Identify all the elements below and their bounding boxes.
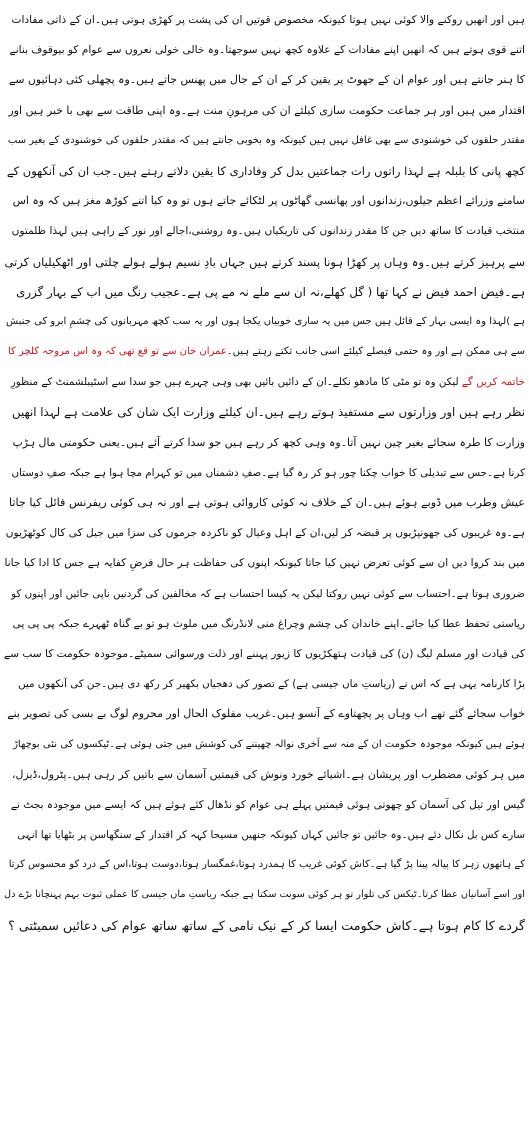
text-line — [4, 65, 525, 95]
line-text: اقتدار میں ہیں اور ہر جماعت حکومت سازی کیلئے ان کی مرہونِ منت ہے۔وہ اپنی طاقت سے بھی با خبر ہیں اور — [8, 103, 525, 117]
text-line — [4, 428, 525, 458]
line-text: سارے کس بل نکال دئے ہیں۔وہ جائیں تو جائیں کہاں کیونکہ جنھیں مسیحا کہہ کر اقتدار کے سنگھاسن پر بٹھایا تھا انہی — [17, 829, 525, 842]
line-text: سے پرہیز کرتے ہیں۔وہ وہاں پر کھڑا ہونا پسند کرتے ہیں جہاں بادِ نسیم ہولے ہولے چلتی اور اٹھکیلیاں کرتی — [4, 254, 525, 269]
text-line — [4, 156, 525, 186]
line-text: کا ہنر جانتے ہیں اور عوام ان کے جھوٹ پر یقین کر کے ان کے جال میں پھنس جاتے ہیں۔وہ پچھلی کئی دہائیوں سے — [8, 73, 525, 87]
text-line — [4, 820, 525, 850]
line-text: میں بند کروا دیں ان سے کوئی تعرض نہیں کیا جاتا کیونکہ اپنوں کی حفاظت ہر حال فرضِ کفایہ ہے جس کا ادا کیا جانا — [4, 557, 525, 570]
line-text: اور اسے آسانیاں عطا کرتا۔ٹیکس کی تلوار تو ہر کوئی سونت سکتا ہے جبکہ ریاستِ ماں جیسی کا عملی ثبوت بہم پہنچانا بڑے دل — [4, 889, 525, 901]
text-line — [4, 790, 525, 820]
text-line — [4, 699, 525, 729]
text-line — [4, 669, 525, 699]
line-text: وزارت کا طرہ سجائے بغیر چین نہیں آتا۔وہ وہی کچھ کر رہے ہیں جو سدا کرتے آئے ہیں۔یعنی حکومتی مال ہڑپ — [12, 435, 525, 449]
line-text: عیش وطرب میں ڈوبے ہوئے ہیں۔ان کے خلاف نہ کوئی کاروائی ہوتی ہے اور نہ ہی کوئی ریفرنس فائل کیا جاتا — [8, 496, 525, 509]
line-text: سامنے وزرائے اعظم جیلوں،زندانوں اور پھانسی گھاٹوں پر لٹکائے جاتے ہوں تو وہ کیا اتنے کوڑھ مغز ہیں کہ وہ اس — [12, 194, 525, 208]
line-text: بڑا کارنامہ یہی ہے کہ اس نے (ریاستِ ماں جیسی ہے) کے تصور کی دھجیاں بکھیر کر رکھ دی ہیں۔جن کی آنکھوں میں — [18, 678, 525, 691]
text-line — [4, 548, 525, 578]
text-line — [4, 307, 525, 337]
line-text: کی قیادت اور مسلم لیگ (ن) کی قیادت ہتھکڑیوں کا زیور پہننے اور ذلت ورسوائی سمیٹے۔موجودہ حکومت کا سب سے — [4, 647, 525, 660]
line-text: سے ہی ممکن ہے اور وہ حتمی فیصلے کیلئے اسی جانب تکتے رہتے ہیں۔ — [226, 346, 525, 358]
text-line — [4, 247, 525, 277]
text-line — [4, 639, 525, 669]
line-text: منتخب قیادت کا ساتھ دیں جن کا مقدر زندانوں کی تاریکیاں ہیں۔وہ روشنی،اجالے اور نور کے راہی ہیں لہذا ظلمتوں — [11, 225, 525, 238]
text-line — [4, 337, 525, 367]
line-text: ضروری ہوتا ہے۔احتساب سے کوئی نہیں روکتا لیکن یہ کیسا احتساب ہے کہ مخالفین کی گردنیں ناپی جائیں اور اپنوں کو — [11, 587, 525, 600]
highlighted-text: خاتمہ کریں گے — [461, 376, 525, 389]
text-line — [4, 397, 525, 427]
text-line — [4, 216, 525, 246]
line-text: خواب سجائے گئے تھے اب وہاں پر پچھتاوے کے آنسو ہیں۔غریب مفلوک الحال اور محروم لوگ بے بسی کی تصویر بنے — [7, 707, 525, 721]
line-text: ہے )لہذا وہ ایسی بہار کے قائل ہیں جس میں یہ ساری خوبیاں یکجا ہوں اور یہ سب کچھ مہربانوں کی چشمِ ابرو کی جنبش — [5, 315, 525, 327]
line-text: کرنا ہے۔جس سے تبدیلی کا خواب چکنا چور ہو کر رہ گیا ہے۔صفِ دشمناں میں تو کہرام مچا ہوا ہے جبکہ صفِ دوستاں — [11, 466, 525, 479]
line-text: میں ہر کوئی مضطرب اور پریشان ہے۔اشیائے خورد ونوش کی قیمتیں آسمان سے باتیں کر رہی ہیں۔پٹرول،ڈیزل، — [12, 767, 525, 781]
text-line — [4, 458, 525, 488]
text-line — [4, 488, 525, 518]
line-text: کچھ پانی کا بلبلہ ہے لہذا راتوں رات جماعتیں بدل کر وفاداری کا یقین دلاتے رہتے ہیں۔جب ان کی آنکھوں کے — [6, 163, 525, 178]
line-text: مقتدر حلقوں کی خوشنودی سے بھی غافل نہیں ہیں کیونکہ وہ بخوبی جانتے ہیں کہ مقتدر حلقوں کی خوشنودی کے بغیر سب — [7, 134, 525, 146]
text-line — [4, 186, 525, 216]
line-text: ہیں اور انھیں روکنے والا کوئی نہیں ہوتا کیونکہ مخصوص قوتیں ان کی پشت پر کھڑی ہوتی ہیں۔ان کے ذاتی مفادات — [11, 14, 525, 26]
text-line — [4, 579, 525, 609]
highlighted-text: عمران خان سے تو قع تھی کہ وہ اس مروجہ کلچر کا — [7, 346, 227, 358]
text-line — [4, 96, 525, 126]
line-text: ہے۔وہ غریبوں کی جھونپڑیوں پر قبضہ کر لیں،ان کے اہل وعیال کو ناکردہ جرموں کی سزا میں جیل کی کال کوٹھڑیوں — [5, 527, 525, 540]
line-text: کے ہاتھوں زہر کا پیالہ پینا پڑ گیا ہے۔کاش کوئی غریب کا ہمدرد ہوتا،غمگسار ہوتا،دوست ہوتا،اس کے درد کو محسوس کرتا — [8, 859, 525, 871]
text-line — [4, 126, 525, 156]
article-column — [4, 5, 525, 1139]
text-line — [4, 609, 525, 639]
line-text: گیس اور تیل کی آسمان کو چھوتی ہوئی قیمتیں پہلے ہی عوام کو نڈھال کئے ہوئے ہیں کہ ایسے میں موجودہ بجٹ نے — [10, 798, 525, 811]
line-text: اتنے قوی ہوتے ہیں کہ انھیں اپنے مفادات کے علاوہ کچھ نہیں سوجھتا۔وہ خالی خولی نعروں سے عوام کو بیوقوف بنانے — [9, 44, 525, 57]
text-line — [4, 730, 525, 760]
line-text: گردے کا کام ہوتا ہے۔کاش حکومت ایسا کر کے نیک نامی کے ساتھ ساتھ عوام کی دعائیں سمیٹتی ؟ — [8, 917, 525, 933]
text-line — [4, 277, 525, 307]
text-line — [4, 35, 525, 65]
text-line — [4, 760, 525, 790]
line-text: لیکن وہ تو مٹی کا مادھو نکلے۔ان کے دائیں بائیں بھی وہی چہرے ہیں جو سدا سے اسٹیبلشمنٹ کے منظورِ — [10, 376, 462, 389]
text-line — [4, 880, 525, 910]
line-text: ہوئے ہیں کیونکہ موجودہ حکومت ان کے منہ سے آخری نوالہ چھیننے کی کوشش میں جتی ہوئی ہے۔ٹیکسوں کی نئی بوچھاڑ — [13, 738, 525, 750]
line-text: نظر رہے ہیں اور وزارتوں سے مستفیذ ہوتے رہے ہیں۔ان کیلئے وزارت ایک شان کی علامت ہے لہذا انھیں — [11, 405, 525, 420]
text-line — [4, 518, 525, 548]
line-text: ریاستی تحفظ عطا کیا جائے۔اپنے خاندان کی چشم وچراغ منی لانڈرنگ میں ملوث ہو تو بے گناہ ٹھہرے جبکہ پی پی پی — [12, 617, 525, 630]
text-line — [4, 850, 525, 880]
line-text: ہے۔فیض احمد فیض نے کہا تھا ( گل کھلے،نہ ان سے ملے نہ مے پی ہے۔عجیب رنگ میں اب کے بہار گزری — [16, 284, 525, 299]
text-line — [4, 367, 525, 397]
text-line — [4, 911, 525, 941]
text-line — [4, 5, 525, 35]
